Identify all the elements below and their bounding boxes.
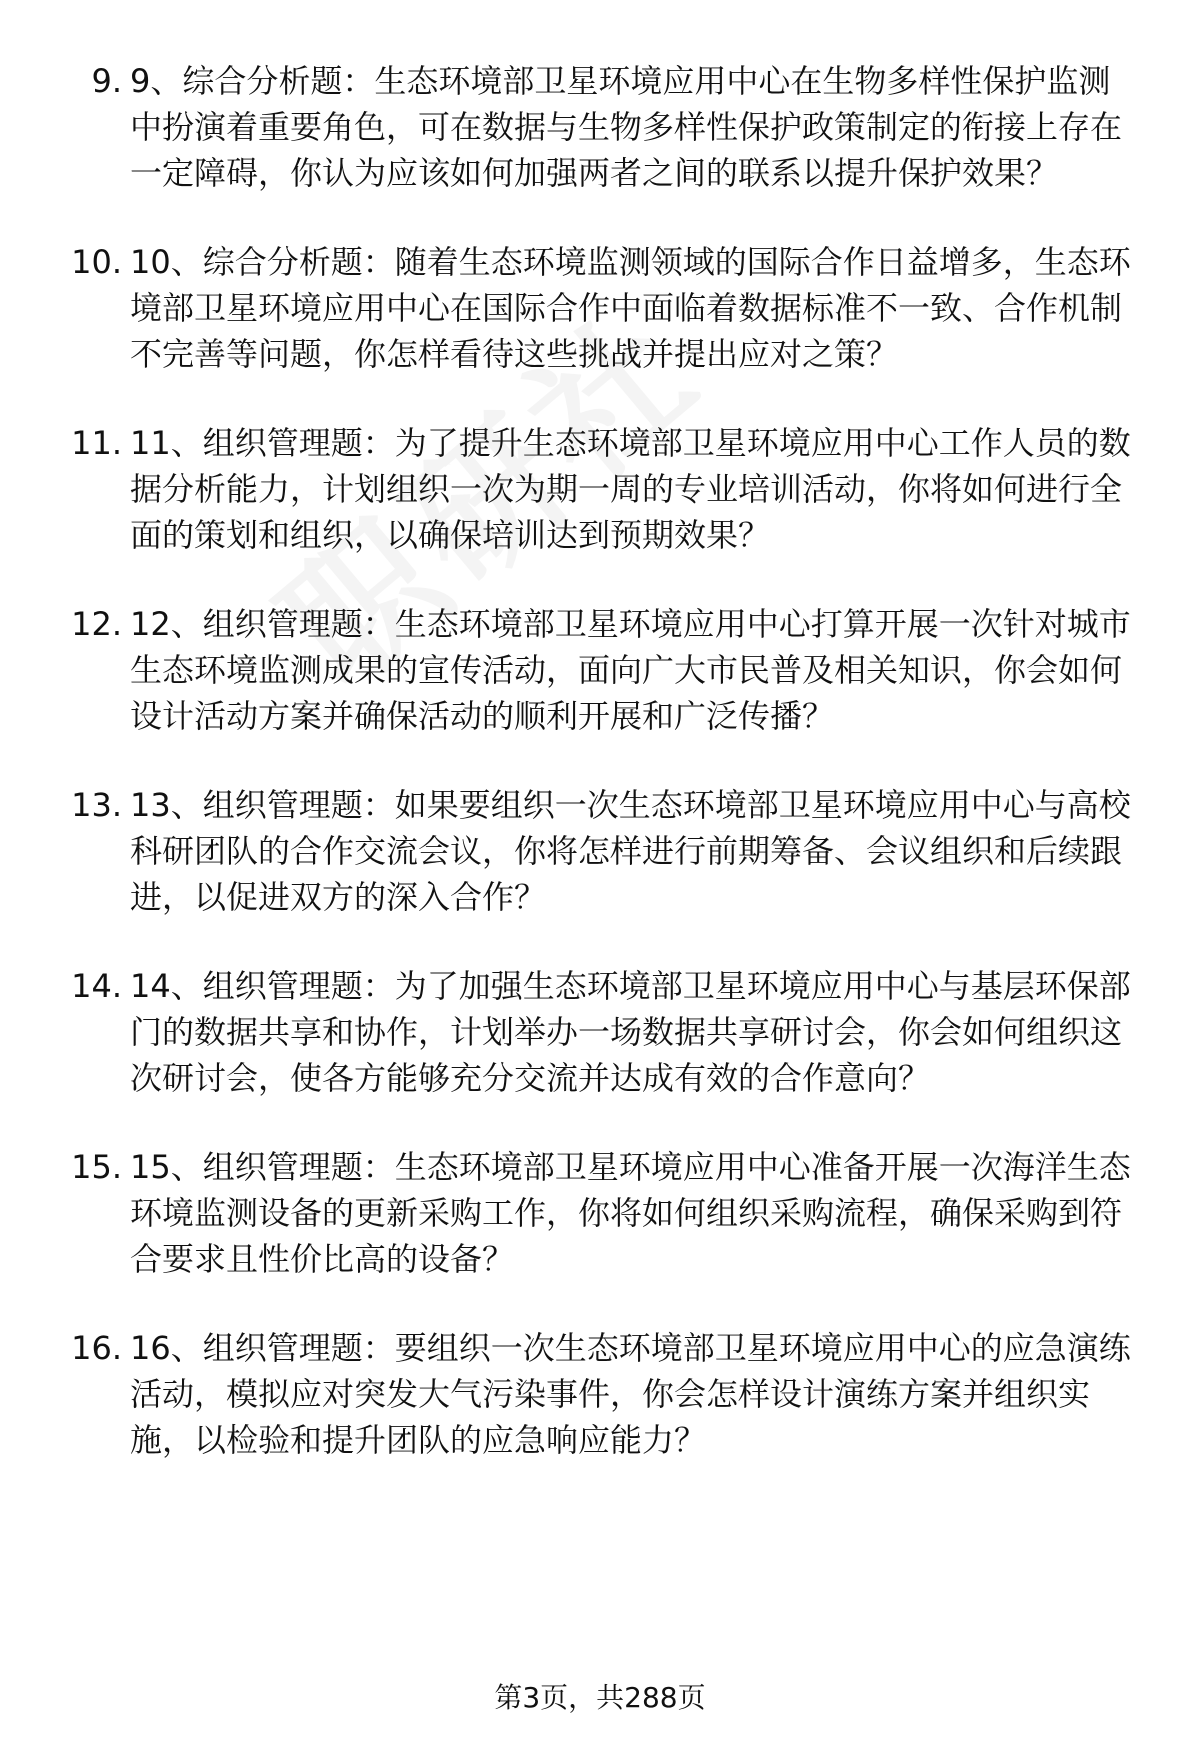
question-item bbox=[0, 601, 1200, 739]
question-item bbox=[0, 1144, 1200, 1282]
question-list bbox=[0, 58, 1200, 1506]
question-item bbox=[0, 1325, 1200, 1463]
question-item bbox=[0, 420, 1200, 558]
question-text: 10、综合分析题：随着生态环境监测领域的国际合作日益增多，生态环境部卫星环境应用中心在国际合作中面临着数据标准不一致、合作机制不完善等问题，你怎样看待这些挑战并提出应对之策？ bbox=[130, 243, 1131, 373]
question-number: 15. bbox=[71, 1148, 122, 1186]
question-text: 12、组织管理题：生态环境部卫星环境应用中心打算开展一次针对城市生态环境监测成果的宣传活动，面向广大市民普及相关知识，你会如何设计活动方案并确保活动的顺利开展和广泛传播？ bbox=[130, 605, 1131, 735]
question-number: 14. bbox=[71, 967, 122, 1005]
question-number: 11. bbox=[71, 424, 122, 462]
question-text: 11、组织管理题：为了提升生态环境部卫星环境应用中心工作人员的数据分析能力，计划组织一次为期一周的专业培训活动，你将如何进行全面的策划和组织，以确保培训达到预期效果？ bbox=[130, 424, 1131, 554]
question-number: 10. bbox=[71, 243, 122, 281]
question-text: 15、组织管理题：生态环境部卫星环境应用中心准备开展一次海洋生态环境监测设备的更新采购工作，你将如何组织采购流程，确保采购到符合要求且性价比高的设备？ bbox=[130, 1148, 1131, 1278]
question-item bbox=[0, 963, 1200, 1101]
question-text: 9、综合分析题：生态环境部卫星环境应用中心在生物多样性保护监测中扮演着重要角色，可在数据与生物多样性保护政策制定的衔接上存在一定障碍，你认为应该如何加强两者之间的联系以提升保护效果？ bbox=[130, 62, 1123, 192]
page-footer: 第3页，共288页 bbox=[494, 1681, 706, 1714]
question-number: 12. bbox=[71, 605, 122, 643]
question-item bbox=[0, 58, 1200, 196]
question-item bbox=[0, 239, 1200, 377]
question-text: 14、组织管理题：为了加强生态环境部卫星环境应用中心与基层环保部门的数据共享和协作，计划举办一场数据共享研讨会，你会如何组织这次研讨会，使各方能够充分交流并达成有效的合作意向？ bbox=[130, 967, 1131, 1097]
question-item bbox=[0, 782, 1200, 920]
question-text: 13、组织管理题：如果要组织一次生态环境部卫星环境应用中心与高校科研团队的合作交流会议，你将怎样进行前期筹备、会议组织和后续跟进，以促进双方的深入合作？ bbox=[130, 786, 1131, 916]
question-number: 9. bbox=[91, 62, 122, 100]
question-number: 16. bbox=[71, 1329, 122, 1367]
question-text: 16、组织管理题：要组织一次生态环境部卫星环境应用中心的应急演练活动，模拟应对突发大气污染事件，你会怎样设计演练方案并组织实施，以检验和提升团队的应急响应能力？ bbox=[130, 1329, 1131, 1459]
question-number: 13. bbox=[71, 786, 122, 824]
